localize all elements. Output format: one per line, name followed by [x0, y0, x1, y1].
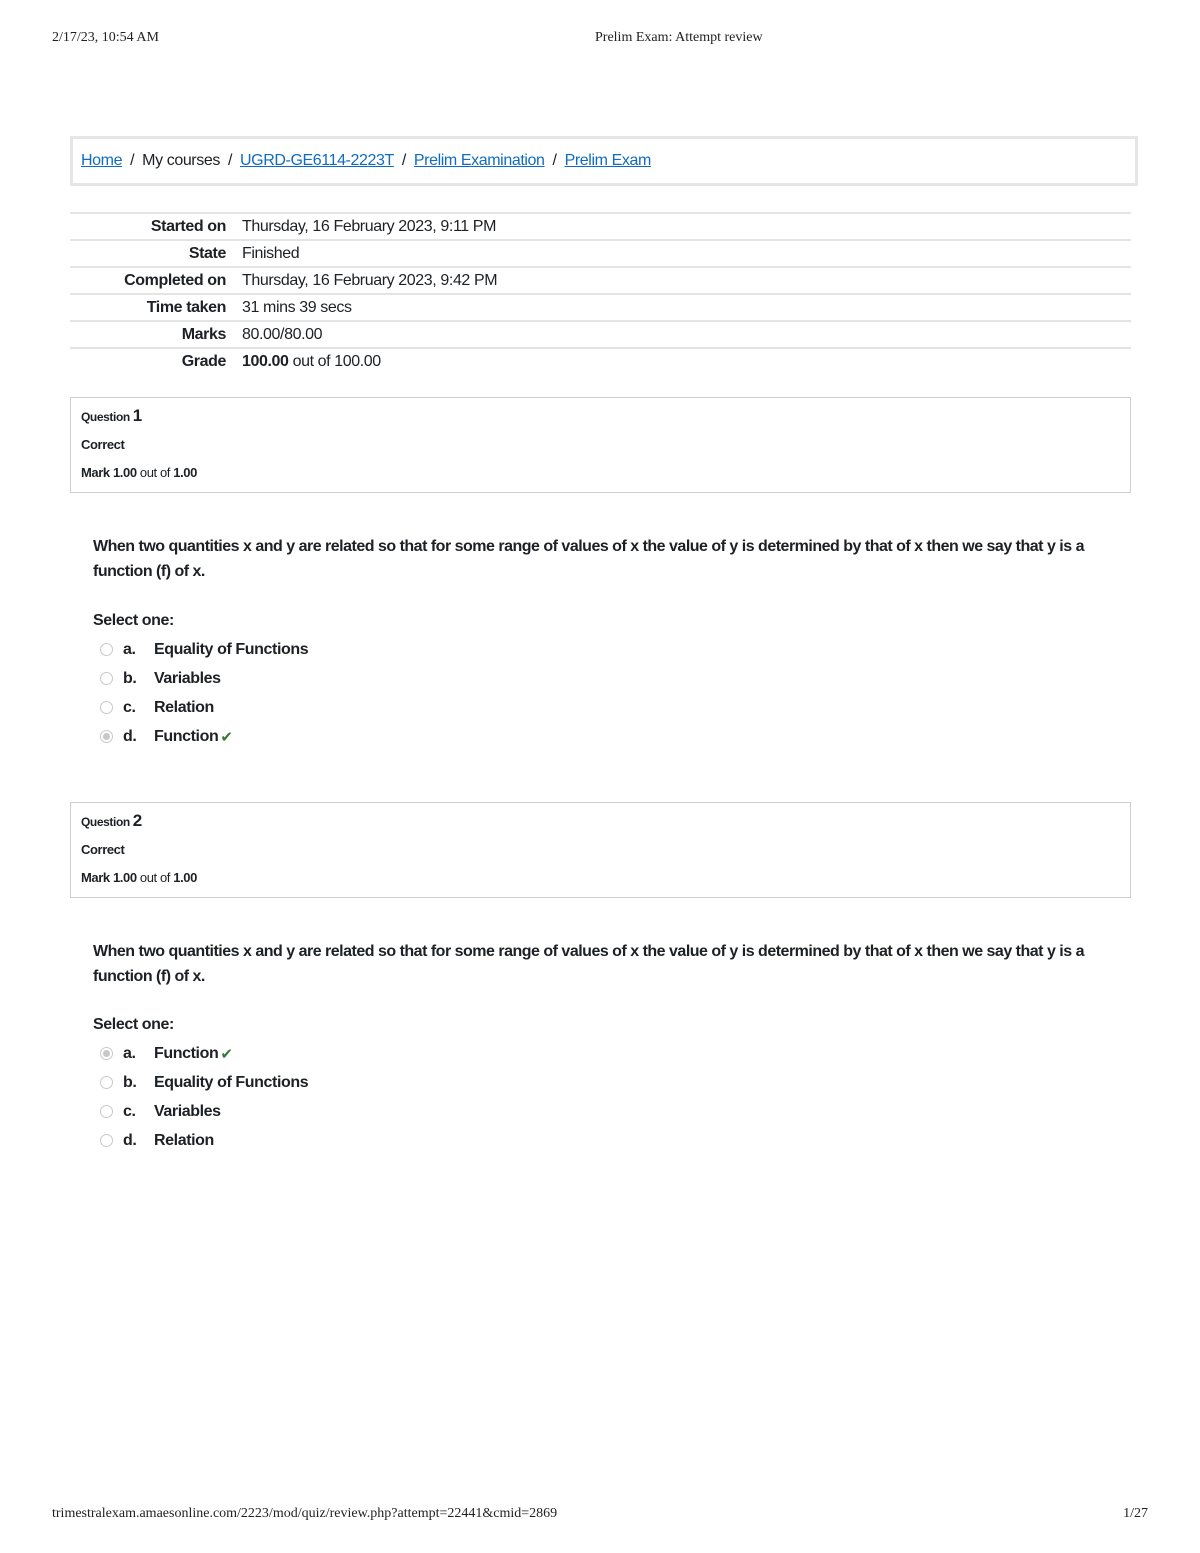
- summary-value: Finished: [242, 240, 1131, 267]
- option-letter: c.: [123, 1102, 136, 1120]
- question-grade: [81, 870, 197, 885]
- attempt-summary-table: [70, 212, 1131, 374]
- option-letter: a.: [123, 640, 136, 658]
- radio-button[interactable]: [100, 701, 113, 714]
- option-text: Function: [154, 727, 219, 745]
- mark-prefix: Mark: [81, 870, 110, 885]
- question-state: Correct: [81, 842, 125, 857]
- print-header: [0, 30, 1200, 50]
- option-text: Function: [154, 1044, 219, 1062]
- summary-label: State: [70, 240, 242, 267]
- breadcrumb-section-link[interactable]: Prelim Examination: [413, 152, 545, 169]
- mark-prefix: Mark: [81, 465, 110, 480]
- select-one-prompt: Select one:: [93, 612, 174, 629]
- answer-option[interactable]: [100, 1097, 308, 1126]
- radio-button[interactable]: [100, 672, 113, 685]
- option-text: Variables: [154, 669, 221, 687]
- option-text: Equality of Functions: [154, 1073, 309, 1091]
- summary-row-state: [70, 240, 1131, 267]
- answer-option[interactable]: [100, 1126, 308, 1155]
- question-number: [81, 811, 142, 831]
- radio-button[interactable]: [100, 1134, 113, 1147]
- page-number: 1/27: [1123, 1506, 1148, 1521]
- breadcrumb-activity-link[interactable]: Prelim Exam: [564, 152, 651, 169]
- summary-row-completed: [70, 267, 1131, 294]
- question-text: When two quantities x and y are related so that for some range of values of x the value of y is determined by that of x then we say that y is a function (f) of x.: [93, 943, 1084, 985]
- check-icon: ✔: [220, 728, 233, 746]
- question-info-2: [70, 802, 1131, 898]
- option-text: Relation: [154, 698, 214, 716]
- question-number-value: 1: [132, 406, 142, 425]
- question-state: Correct: [81, 437, 125, 452]
- question-label: Question: [81, 410, 130, 424]
- summary-value: [242, 348, 1131, 374]
- option-letter: d.: [123, 1131, 137, 1149]
- answer-option[interactable]: [100, 635, 308, 664]
- summary-row-started: [70, 213, 1131, 240]
- option-letter: c.: [123, 698, 136, 716]
- answer-option[interactable]: [100, 693, 308, 722]
- summary-label: Grade: [70, 348, 242, 374]
- breadcrumb: [70, 136, 1138, 186]
- question-number: [81, 406, 142, 426]
- option-text: Equality of Functions: [154, 640, 309, 658]
- summary-label: Completed on: [70, 267, 242, 294]
- option-text: Relation: [154, 1131, 214, 1149]
- radio-button-selected[interactable]: [100, 1047, 113, 1060]
- option-letter: d.: [123, 727, 137, 745]
- breadcrumb-home-link[interactable]: Home: [81, 152, 123, 169]
- mark-value: 1.00: [112, 465, 137, 480]
- print-footer: [0, 1506, 1200, 1526]
- select-one-prompt: Select one:: [93, 1016, 174, 1033]
- breadcrumb-separator: /: [552, 152, 557, 169]
- answer-option[interactable]: [100, 1039, 308, 1068]
- mark-suffix: out of: [136, 465, 174, 480]
- option-letter: a.: [123, 1044, 136, 1062]
- breadcrumb-course-link[interactable]: UGRD-GE6114-2223T: [240, 152, 394, 169]
- question-info-1: [70, 397, 1131, 493]
- page-url: trimestralexam.amaesonline.com/2223/mod/quiz/review.php?attempt=22441&cmid=2869: [52, 1506, 558, 1521]
- summary-value: 31 mins 39 secs: [242, 294, 1131, 321]
- question-number-value: 2: [132, 811, 142, 830]
- summary-label: Started on: [70, 213, 242, 240]
- summary-value: 80.00/80.00: [242, 321, 1131, 348]
- summary-label: Time taken: [70, 294, 242, 321]
- mark-max: 1.00: [173, 870, 197, 885]
- print-page-title: Prelim Exam: Attempt review: [595, 30, 763, 45]
- mark-suffix: out of: [136, 870, 174, 885]
- answer-option[interactable]: [100, 1068, 308, 1097]
- radio-button-selected[interactable]: [100, 730, 113, 743]
- grade-out-of: out of 100.00: [288, 352, 381, 370]
- radio-button[interactable]: [100, 1076, 113, 1089]
- check-icon: ✔: [220, 1045, 233, 1063]
- option-letter: b.: [123, 669, 137, 687]
- mark-max: 1.00: [173, 465, 197, 480]
- question-grade: [81, 465, 197, 480]
- summary-row-marks: [70, 321, 1131, 348]
- question-text: When two quantities x and y are related so that for some range of values of x the value of y is determined by that of x then we say that y is a function (f) of x.: [93, 538, 1084, 580]
- radio-button[interactable]: [100, 643, 113, 656]
- summary-row-grade: [70, 348, 1131, 374]
- breadcrumb-separator: /: [130, 152, 135, 169]
- answer-options: [100, 635, 308, 751]
- summary-label: Marks: [70, 321, 242, 348]
- summary-value: Thursday, 16 February 2023, 9:11 PM: [242, 213, 1131, 240]
- breadcrumb-separator: /: [401, 152, 406, 169]
- mark-value: 1.00: [112, 870, 137, 885]
- option-text: Variables: [154, 1102, 221, 1120]
- question-label: Question: [81, 815, 130, 829]
- answer-option[interactable]: [100, 722, 308, 751]
- answer-options: [100, 1039, 308, 1155]
- breadcrumb-separator: /: [227, 152, 232, 169]
- radio-button[interactable]: [100, 1105, 113, 1118]
- answer-option[interactable]: [100, 664, 308, 693]
- summary-row-time-taken: [70, 294, 1131, 321]
- breadcrumb-my-courses: My courses: [142, 152, 220, 169]
- summary-value: Thursday, 16 February 2023, 9:42 PM: [242, 267, 1131, 294]
- print-datetime: 2/17/23, 10:54 AM: [52, 30, 159, 45]
- grade-score: 100.00: [242, 352, 289, 370]
- option-letter: b.: [123, 1073, 137, 1091]
